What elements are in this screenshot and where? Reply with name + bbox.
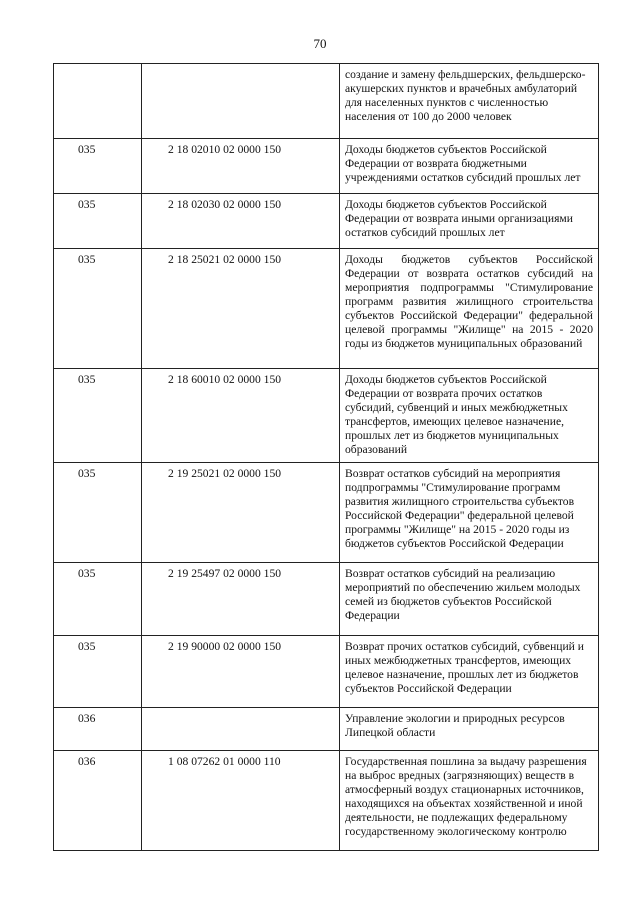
description-cell: Доходы бюджетов субъектов Российской Федерации от возврата бюджетными учреждениями остатков субсидий прошлых лет — [340, 139, 599, 194]
page-number: 70 — [313, 36, 327, 51]
admin-code-cell — [54, 64, 142, 139]
table-row — [54, 64, 599, 139]
description-cell: Доходы бюджетов субъектов Российской Федерации от возврата прочих остатков субсидий, субвенций и иных межбюджетных трансфертов, имеющих целевое назначение, прошлых лет из бюджетов муниципальных образований — [340, 369, 599, 463]
kbk-code-cell: 2 18 02030 02 0000 150 — [142, 194, 340, 249]
kbk-code-cell: 2 19 25021 02 0000 150 — [142, 463, 340, 563]
admin-code-cell: 035 — [54, 139, 142, 194]
table-row — [54, 249, 599, 369]
table-row — [54, 751, 599, 851]
table-row — [54, 708, 599, 751]
admin-code-cell: 035 — [54, 369, 142, 463]
table-row — [54, 369, 599, 463]
kbk-code-cell: 2 18 25021 02 0000 150 — [142, 249, 340, 369]
kbk-code-cell — [142, 64, 340, 139]
description-cell: Возврат прочих остатков субсидий, субвенций и иных межбюджетных трансфертов, имеющих целевое назначение, прошлых лет из бюджетов субъектов Российской Федерации — [340, 636, 599, 708]
description-cell: Возврат остатков субсидий на мероприятия подпрограммы "Стимулирование программ развития жилищного строительства субъектов Российской Федерации" федеральной целевой программы "Жилище" на 2015 - 2020 годы из бюджетов субъектов Российской Федерации — [340, 463, 599, 563]
kbk-code-cell: 2 18 60010 02 0000 150 — [142, 369, 340, 463]
kbk-code-cell: 2 18 02010 02 0000 150 — [142, 139, 340, 194]
description-cell: Управление экологии и природных ресурсов Липецкой области — [340, 708, 599, 751]
admin-code-cell: 035 — [54, 249, 142, 369]
admin-code-cell: 035 — [54, 463, 142, 563]
kbk-code-cell: 2 19 25497 02 0000 150 — [142, 563, 340, 636]
description-cell: Возврат остатков субсидий на реализацию мероприятий по обеспечению жильем молодых семей из бюджетов субъектов Российской Федерации — [340, 563, 599, 636]
admin-code-cell: 035 — [54, 194, 142, 249]
admin-code-cell: 036 — [54, 751, 142, 851]
table-row — [54, 194, 599, 249]
table-row — [54, 463, 599, 563]
table-row — [54, 563, 599, 636]
description-cell: Государственная пошлина за выдачу разрешения на выброс вредных (загрязняющих) веществ в атмосферный воздух стационарных источников, находящихся на объектах хозяйственной и иной деятельности, не подлежащих федеральному государственному экологическому контролю — [340, 751, 599, 851]
kbk-code-cell: 2 19 90000 02 0000 150 — [142, 636, 340, 708]
admin-code-cell: 035 — [54, 563, 142, 636]
admin-code-cell: 035 — [54, 636, 142, 708]
kbk-code-cell: 1 08 07262 01 0000 110 — [142, 751, 340, 851]
kbk-code-cell — [142, 708, 340, 751]
table-row — [54, 636, 599, 708]
description-cell: Доходы бюджетов субъектов Российской Федерации от возврата иными организациями остатков субсидий прошлых лет — [340, 194, 599, 249]
description-cell: создание и замену фельдшерских, фельдшерско-акушерских пунктов и врачебных амбулаторий для населенных пунктов с численностью населения от 100 до 2000 человек — [340, 64, 599, 139]
description-cell: Доходы бюджетов субъектов Российской Федерации от возврата остатков субсидий на мероприятия подпрограммы "Стимулирование программ развития жилищного строительства субъектов Российской Федерации" федеральной целевой программы "Жилище" на 2015 - 2020 годы из бюджетов муниципальных образований — [340, 249, 599, 369]
table-row — [54, 139, 599, 194]
budget-revenue-table — [53, 63, 599, 851]
admin-code-cell: 036 — [54, 708, 142, 751]
